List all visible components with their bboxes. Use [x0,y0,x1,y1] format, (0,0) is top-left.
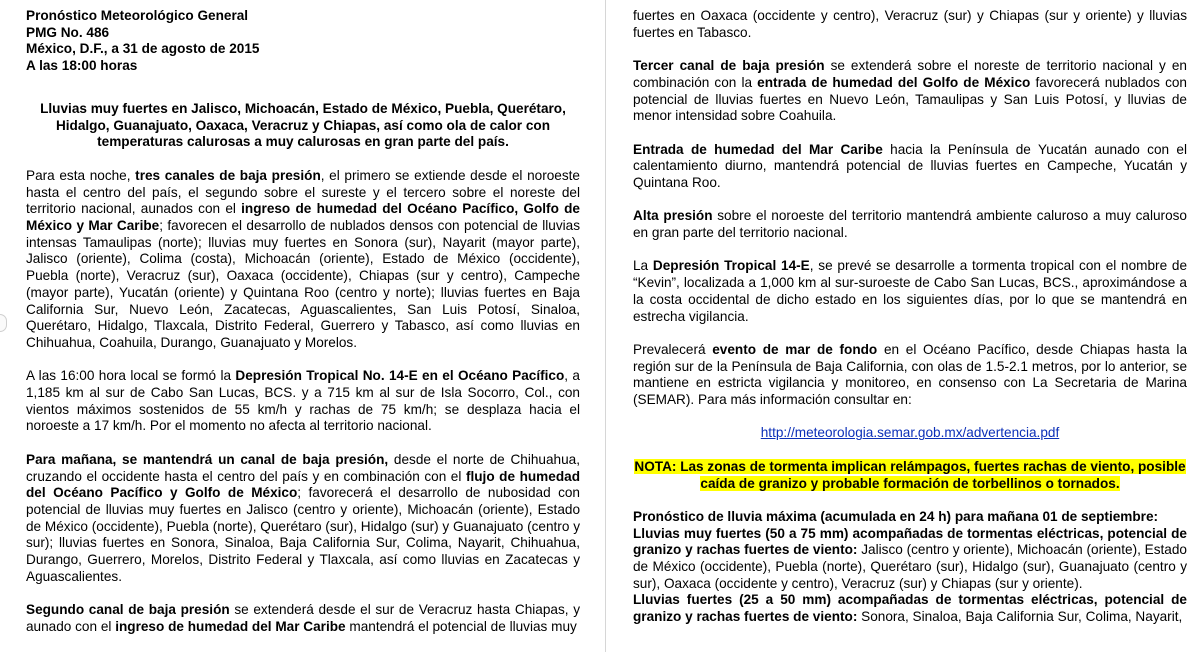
paragraph-tonight [26,168,580,352]
bold-text: Lluvias muy fuertes (50 a 75 mm) acompañadas de tormentas eléctricas, potencial de granizo y rachas fuertes de viento: [633,525,1187,558]
text: Para esta noche, [26,167,136,183]
text: ; favorecerá el desarrollo de nubosidad con potencial de lluvias muy fuertes en Jalisco (centro y oriente), Michoacán (oriente), Estado de México (occidente), Puebla (norte), Querétaro (sur), Hidalgo (sur) y Guanajuato (centro y sur); lluvias fuertes en Sonora, Sinaloa, Baja California Sur, Colima, Nayarit, Chihuahua, Durango, Guerrero, Morelos, Distrito Federal y Tlaxcala, así como lluvias en Zacatecas y Aguascalientes. [26,485,580,584]
bold-text: Depresión Tropical 14-E [652,258,810,274]
bold-text: Pronóstico de lluvia máxima (acumulada en 24 h) para mañana 01 de septiembre: [633,508,1159,524]
text: La [633,258,653,274]
paragraph-second-channel [26,602,580,635]
text: , el primero se extiende desde el noroeste hasta el centro del país, el segundo sobre el sureste y el tercero sobre el noreste del territorio nacional, aunados con el [26,167,580,217]
paragraph-tropical-depression [26,368,580,435]
paragraph-third-channel [633,58,1187,125]
link-paragraph [633,425,1187,442]
paragraph-tomorrow [26,452,580,586]
document-header [26,8,580,75]
bold-text: Lluvias fuertes (25 a 50 mm) acompañadas de tormentas eléctricas, potencial de granizo y rachas fuertes de viento: [633,592,1187,625]
text: Sonora, Sinaloa, Baja California Sur, Colima, Nayarit, [857,609,1183,625]
bold-text: Depresión Tropical No. 14-E en el Océano Pacífico [235,368,565,384]
text: ; favorecen el desarrollo de nublados densos con potencial de lluvias intensas Tamaulipas (norte); lluvias muy fuertes en Sonora (sur), Nayarit (mayor parte), Jalisco (oriente), Colima (costa), Michoacán (oriente), Estado de México (occidente), Puebla (norte), Veracruz (sur), Oaxaca (occidente), Chiapas (sur y centro), Campeche (mayor parte), Yucatán (oriente) y Quintana Roo (centro y norte); lluvias fuertes en Baja California Sur, Nuevo León, Zacatecas, Aguascalientes, San Luis Potosí, Sinaloa, Querétaro, Hidalgo, Tlaxcala, Distrito Federal, Guerrero y Tabasco, así como lluvias en Chihuahua, Coahuila, Durango, Guanajuato y Morelos. [26,218,580,350]
forecast-title [633,509,1187,526]
storm-note [633,459,1187,492]
text: hacia la Península de Yucatán aunado con el calentamiento diurno, mantendrá potencial de lluvias fuertes en Campeche, Yucatán y Quintana Roo. [633,141,1187,190]
bold-text: entrada de humedad del Golfo de México [757,74,1031,90]
headline: Lluvias muy fuertes en Jalisco, Michoacán, Estado de México, Puebla, Querétaro, Hidalgo, Guanajuato, Oaxaca, Veracruz y Chiapas, así como ola de calor con temperaturas calurosas a muy calurosas en gran parte del país. [40,100,566,150]
text: se extenderá sobre el noreste de territorio nacional y en combinación con la [633,58,1187,90]
text: A las 16:00 hora local se formó la [26,368,236,384]
forecast-heavy [633,592,1187,625]
text: en el Océano Pacífico, desde Chiapas hasta la región sur de la Península de Baja California, con olas de 1.5-2.1 metros, por lo anterior, se mantiene en estricta vigilancia y monitoreo, en consenso con La Secretaria de Marina (SEMAR). Para más información consultar en: [633,341,1188,408]
bold-text: evento de mar de fondo [712,341,878,357]
bold-text: tres canales de baja presión [135,167,321,183]
paragraph-caribbean [633,142,1187,192]
document-time: A las 18:00 horas [26,58,138,74]
text: Prevalecerá [633,341,713,357]
paragraph-high-pressure [633,208,1187,241]
storm-note-text: NOTA: Las zonas de tormenta implican relámpagos, fuertes rachas de viento, posible caída de granizo y probable formación de torbellinos o tornados. [634,458,1186,491]
left-page [26,0,580,652]
document-title: Pronóstico Meteorológico General [26,8,249,23]
paragraph-continuation: fuertes en Oaxaca (occidente y centro), Veracruz (sur) y Chiapas (sur y oriente) y lluvias fuertes en Tabasco. [633,8,1187,40]
document-number: PMG No. 486 [26,24,110,40]
bold-text: flujo de humedad del Océano Pacífico y Golfo de México [26,468,580,501]
bold-text: Segundo canal de baja presión [26,602,230,618]
bold-text: ingreso de humedad del Océano Pacífico, Golfo de México y Mar Caribe [26,201,580,234]
text: , a 1,185 km al sur de Cabo San Lucas, BCS. y a 715 km al sur de Isla Socorro, Col., con vientos máximos sostenidos de 55 km/h y rachas de 75 km/h; se desplaza hacia el noroeste a 17 km/h. Por el momento no afecta al territorio nacional. [26,368,580,434]
page-divider [605,0,606,652]
bold-text: Alta presión [633,208,713,224]
text: se extenderá desde el sur de Veracruz hasta Chiapas, y aunado con el [26,602,580,634]
paragraph-swell [633,342,1187,409]
page-scroll-tab[interactable] [0,314,7,332]
text: favorecerá nublados con potencial de lluvias fuertes en Nuevo León, Tamaulipas y San Luis Potosí, y lluvias de menor intensidad sobre Coahuila. [633,74,1187,124]
forecast-very-heavy [633,526,1187,593]
text: , se prevé se desarrolle a tormenta tropical con el nombre de “Kevin”, localizada a 1,000 km al sur-suroeste de Cabo San Lucas, BCS., aproximándose a la costa occidental de dicho estado en los siguientes días, por lo que se mantendrá en estrecha vigilancia. [633,258,1188,324]
bold-text: Para mañana, se mantendrá un canal de baja presión, [26,451,389,467]
bold-text: ingreso de humedad del Mar Caribe [115,618,346,634]
text: Jalisco (centro y oriente), Michoacán (oriente), Estado de México (occidente), Puebla (norte), Querétaro (sur), Hidalgo (sur), Guanajuato (centro y sur), Oaxaca (occidente y centro), Veracruz (sur) y Chiapas (sur y oriente). [633,542,1187,591]
bold-text: Entrada de humedad del Mar Caribe [633,141,883,157]
text: sobre el noroeste del territorio mantendrá ambiente caluroso a muy caluroso en gran parte del territorio nacional. [633,208,1187,241]
text: mantendrá el potencial de lluvias muy [345,618,577,634]
semar-advisory-link[interactable]: http://meteorologia.semar.gob.mx/advertencia.pdf [760,425,1060,441]
paragraph-depression-14e [633,258,1187,325]
text: desde el norte de Chihuahua, cruzando el occidente hasta el centro del país y en combinación con el [26,451,580,484]
right-page [633,0,1187,626]
bold-text: Tercer canal de baja presión [633,58,825,74]
document-place-date: México, D.F., a 31 de agosto de 2015 [26,41,260,57]
